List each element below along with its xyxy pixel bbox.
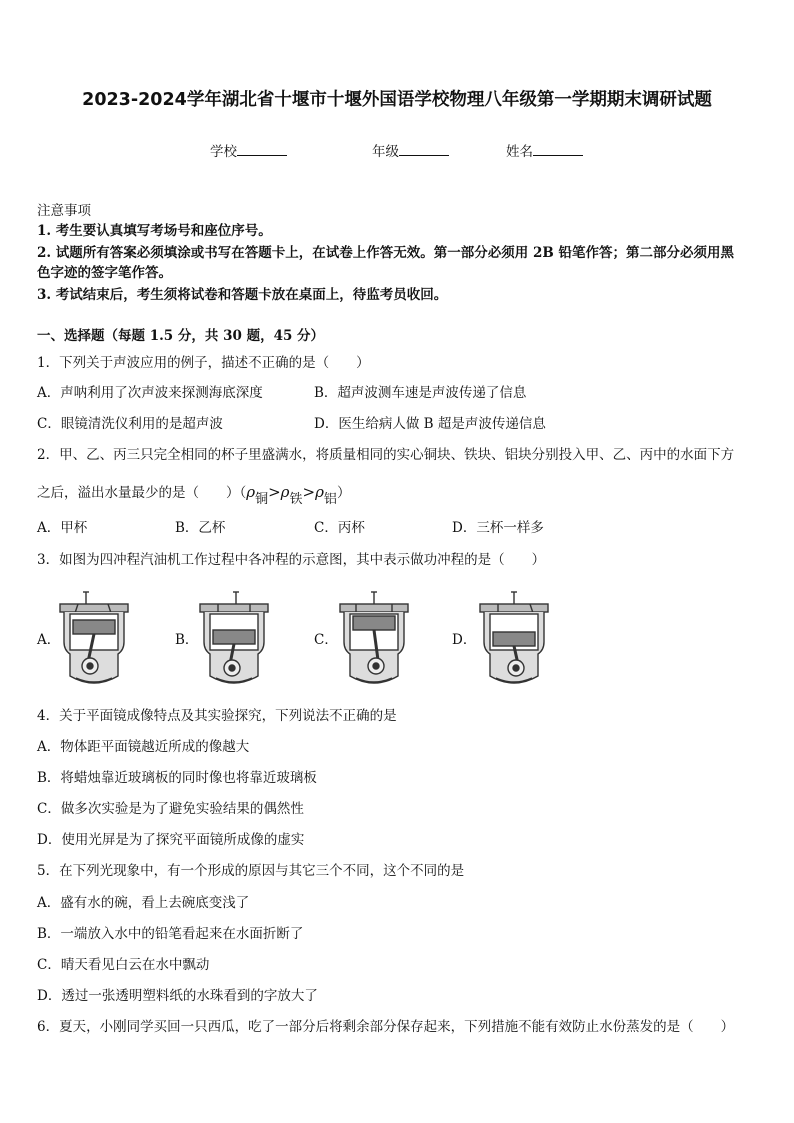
q5-option-d: D．透过一张透明塑料纸的水珠看到的字放大了 [37, 988, 318, 1004]
q2-option-d: D．三杯一样多 [452, 520, 544, 536]
q5-option-c: C．晴天看见白云在水中飘动 [37, 957, 210, 973]
q1-option-a: A．声呐利用了次声波来探测海底深度 [37, 385, 263, 401]
grade-blank [399, 143, 449, 156]
rho-fe: ρ [280, 483, 290, 501]
q3-label-b: B． [175, 632, 199, 648]
notice-item-2-cont: 色字迹的签字笔作答。 [37, 265, 172, 281]
notice-heading: 注意事项 [37, 203, 91, 219]
school-label: 学校 [210, 144, 237, 160]
q1-option-c: C．眼镜清洗仪利用的是超声波 [37, 416, 223, 432]
q4-option-d: D．使用光屏是为了探究平面镜所成像的虚实 [37, 832, 305, 848]
gt-2: > [302, 483, 316, 501]
q2-option-a: A．甲杯 [37, 520, 88, 536]
page-title: 2023-2024学年湖北省十堰市十堰外国语学校物理八年级第一学期期末调研试题 [82, 90, 712, 110]
name-label: 姓名 [506, 144, 533, 160]
rho-cu: ρ [246, 483, 256, 501]
rho-al: ρ [315, 483, 324, 501]
q3-label-c: C． [314, 632, 338, 648]
q3-stem: 3．如图为四冲程汽油机工作过程中各冲程的示意图，其中表示做功冲程的是（ ） [37, 552, 546, 568]
sub-fe: 铁 [289, 492, 303, 507]
sub-cu: 铜 [255, 492, 269, 507]
notice-item-3: 3. 考试结束后，考生须将试卷和答题卡放在桌面上，待监考员收回。 [37, 287, 448, 303]
q5-option-b: B．一端放入水中的铅笔看起来在水面折断了 [37, 926, 304, 942]
q1-option-b: B．超声波测车速是声波传递了信息 [314, 385, 527, 401]
q3-label-a: A． [37, 632, 61, 648]
gt-1: > [268, 483, 281, 501]
grade-label: 年级 [372, 144, 399, 160]
engine-cylinder-icon [56, 590, 132, 690]
q1-stem: 1．下列关于声波应用的例子，描述不正确的是（ ） [37, 355, 370, 371]
q5-option-a: A．盛有水的碗，看上去碗底变浅了 [37, 895, 250, 911]
section-heading: 一、选择题（每题 1.5 分，共 30 题，45 分） [37, 328, 325, 344]
name-blank [533, 143, 583, 156]
q1-option-d: D．医生给病人做 B 超是声波传递信息 [314, 416, 546, 432]
q2-stem-2 [37, 482, 351, 507]
grade-field [372, 140, 449, 160]
q4-option-a: A．物体距平面镜越近所成的像越大 [37, 739, 250, 755]
q4-stem: 4．关于平面镜成像特点及其实验探究，下列说法不正确的是 [37, 708, 397, 724]
notice-item-2: 2. 试题所有答案必须填涂或书写在答题卡上，在试卷上作答无效。第一部分必须用 2B 铅笔作答；第二部分必须用黑 [37, 245, 734, 261]
q2-option-c: C．丙杯 [314, 520, 365, 536]
engine-cylinder-icon [196, 590, 272, 690]
q2-option-b: B．乙杯 [175, 520, 226, 536]
q2-stem-2b: ） [336, 485, 351, 501]
notice-item-1: 1. 考生要认真填写考场号和座位序号。 [37, 223, 272, 239]
engine-cylinder-icon [336, 590, 412, 690]
q5-stem: 5．在下列光现象中，有一个形成的原因与其它三个不同，这个不同的是 [37, 863, 465, 879]
school-field [210, 140, 287, 160]
q4-option-b: B．将蜡烛靠近玻璃板的同时像也将靠近玻璃板 [37, 770, 317, 786]
q3-label-d: D． [452, 632, 477, 648]
q2-stem-2a: 之后，溢出水量最少的是（ ）（ [37, 485, 247, 501]
q6-stem: 6．夏天，小刚同学买回一只西瓜，吃了一部分后将剩余部分保存起来，下列措施不能有效防止水份蒸发的是（ ） [37, 1019, 735, 1035]
density-formula [246, 483, 337, 507]
q2-stem-1: 2．甲、乙、丙三只完全相同的杯子里盛满水，将质量相同的实心铜块、铁块、铝块分别投入甲、乙、丙中的水面下方 [37, 447, 735, 463]
engine-cylinder-icon [476, 590, 552, 690]
name-field [506, 140, 583, 160]
q4-option-c: C．做多次实验是为了避免实验结果的偶然性 [37, 801, 304, 817]
school-blank [237, 143, 287, 156]
sub-al: 铝 [323, 492, 337, 507]
